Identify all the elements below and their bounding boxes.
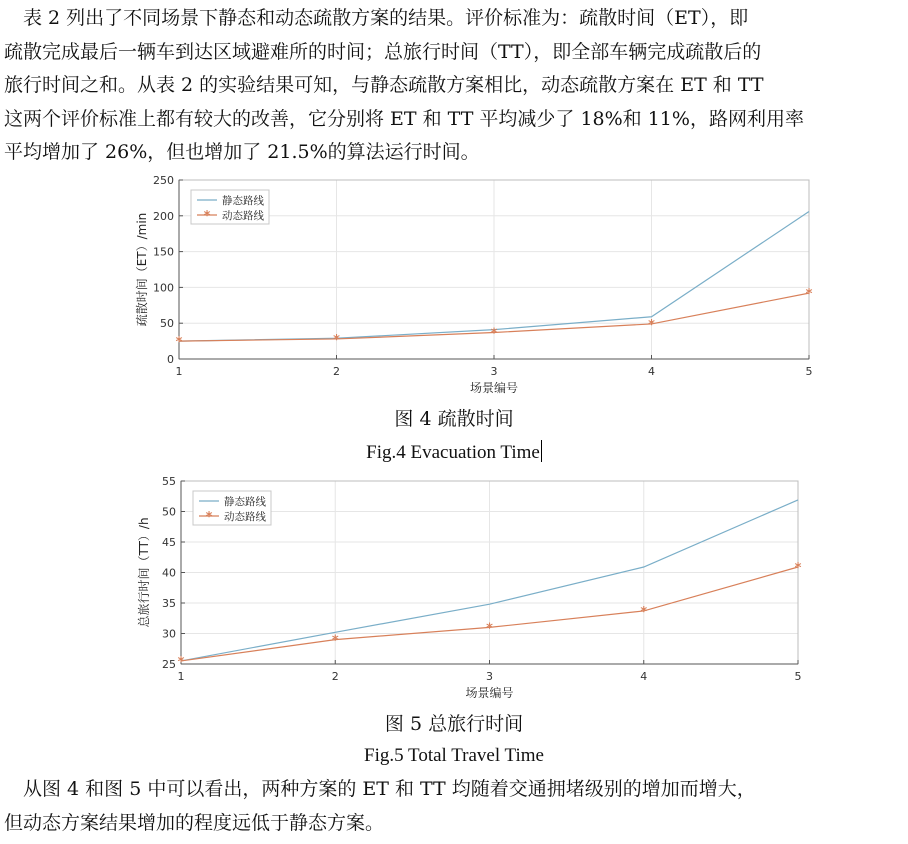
data-point-marker: * bbox=[794, 561, 802, 577]
y-tick-label: 50 bbox=[162, 505, 176, 519]
x-axis-label: 场景编号 bbox=[469, 381, 519, 395]
x-tick-label: 3 bbox=[486, 670, 493, 683]
data-point-marker: * bbox=[490, 326, 498, 342]
figure-5-caption-english: Fig.5 Total Travel Time bbox=[364, 745, 544, 766]
figure-4-caption-english bbox=[0, 440, 908, 464]
text-cursor bbox=[541, 440, 542, 462]
x-tick-label: 2 bbox=[333, 365, 340, 378]
y-tick-label: 45 bbox=[162, 536, 176, 549]
data-point-marker: * bbox=[333, 332, 340, 348]
data-point-marker: * bbox=[648, 317, 655, 333]
legend-marker: * bbox=[203, 209, 211, 224]
data-point-marker: * bbox=[486, 621, 493, 637]
x-tick-label: 1 bbox=[177, 670, 185, 683]
figure-5-caption-chinese: 图 5 总旅行时间 bbox=[384, 713, 524, 735]
legend-label: 静态路线 bbox=[224, 496, 266, 508]
data-point-marker: * bbox=[177, 654, 185, 670]
data-point-marker: * bbox=[805, 287, 813, 303]
y-tick-label: 0 bbox=[167, 353, 174, 366]
paragraph-line: 这两个评价标准上都有较大的改善，它分别将 ET 和 TT 平均减少了 18%和 11%，路网利用率 bbox=[4, 107, 804, 130]
x-tick-label: 4 bbox=[640, 670, 648, 683]
data-point-marker: * bbox=[331, 633, 339, 649]
y-tick-label: 100 bbox=[153, 281, 174, 295]
body-paragraph-top bbox=[4, 2, 904, 170]
x-tick-label: 4 bbox=[648, 365, 655, 378]
y-tick-label: 50 bbox=[160, 317, 174, 331]
paragraph-line: 从图 4 和图 5 中可以看出，两种方案的 ET 和 TT 均随着交通拥堵级别的增加而增大， bbox=[4, 778, 756, 800]
paragraph-line: 但动态方案结果增加的程度远低于静态方案。 bbox=[4, 811, 385, 834]
y-tick-label: 150 bbox=[153, 245, 174, 259]
figure-4-caption-chinese: 图 4 疏散时间 bbox=[394, 408, 514, 430]
y-tick-label: 250 bbox=[153, 174, 174, 187]
paragraph-line: 疏散完成最后一辆车到达区域避难所的时间；总旅行时间（TT），即全部车辆完成疏散后的 bbox=[4, 40, 762, 63]
y-axis-label: 总旅行时间（TT）/h bbox=[137, 517, 151, 628]
legend-label: 动态路线 bbox=[222, 210, 264, 222]
x-tick-label: 1 bbox=[175, 365, 183, 378]
y-tick-label: 30 bbox=[162, 627, 176, 641]
y-tick-label: 55 bbox=[162, 475, 176, 488]
paragraph-line: 旅行时间之和。从表 2 的实验结果可知，与静态疏散方案相比，动态疏散方案在 ET 和 TT bbox=[4, 74, 764, 96]
x-tick-label: 5 bbox=[805, 365, 813, 378]
data-point-marker: * bbox=[175, 335, 183, 351]
y-tick-label: 35 bbox=[162, 597, 176, 610]
y-axis-label: 疏散时间（ET）/min bbox=[135, 212, 149, 327]
x-tick-label: 2 bbox=[331, 670, 339, 683]
y-tick-label: 25 bbox=[162, 658, 176, 671]
y-tick-label: 200 bbox=[153, 209, 174, 223]
body-paragraph-bottom bbox=[4, 773, 904, 840]
x-axis-label: 场景编号 bbox=[465, 686, 514, 700]
legend-marker: * bbox=[205, 510, 213, 525]
legend-label: 静态路线 bbox=[222, 195, 264, 207]
figure-4-evacuation-time-chart bbox=[0, 170, 908, 398]
legend-label: 动态路线 bbox=[224, 511, 266, 523]
x-tick-label: 3 bbox=[490, 365, 498, 378]
x-tick-label: 5 bbox=[794, 670, 802, 683]
y-tick-label: 40 bbox=[162, 566, 176, 580]
paragraph-line: 平均增加了 26%，但也增加了 21.5%的算法运行时间。 bbox=[4, 141, 480, 163]
data-point-marker: * bbox=[640, 604, 648, 620]
figure-4-caption-english-text: Fig.4 Evacuation Time bbox=[366, 442, 540, 463]
figure-5-total-travel-time-chart bbox=[0, 472, 908, 706]
paragraph-line: 表 2 列出了不同场景下静态和动态疏散方案的结果。评价标准为：疏散时间（ET），即 bbox=[4, 7, 749, 29]
